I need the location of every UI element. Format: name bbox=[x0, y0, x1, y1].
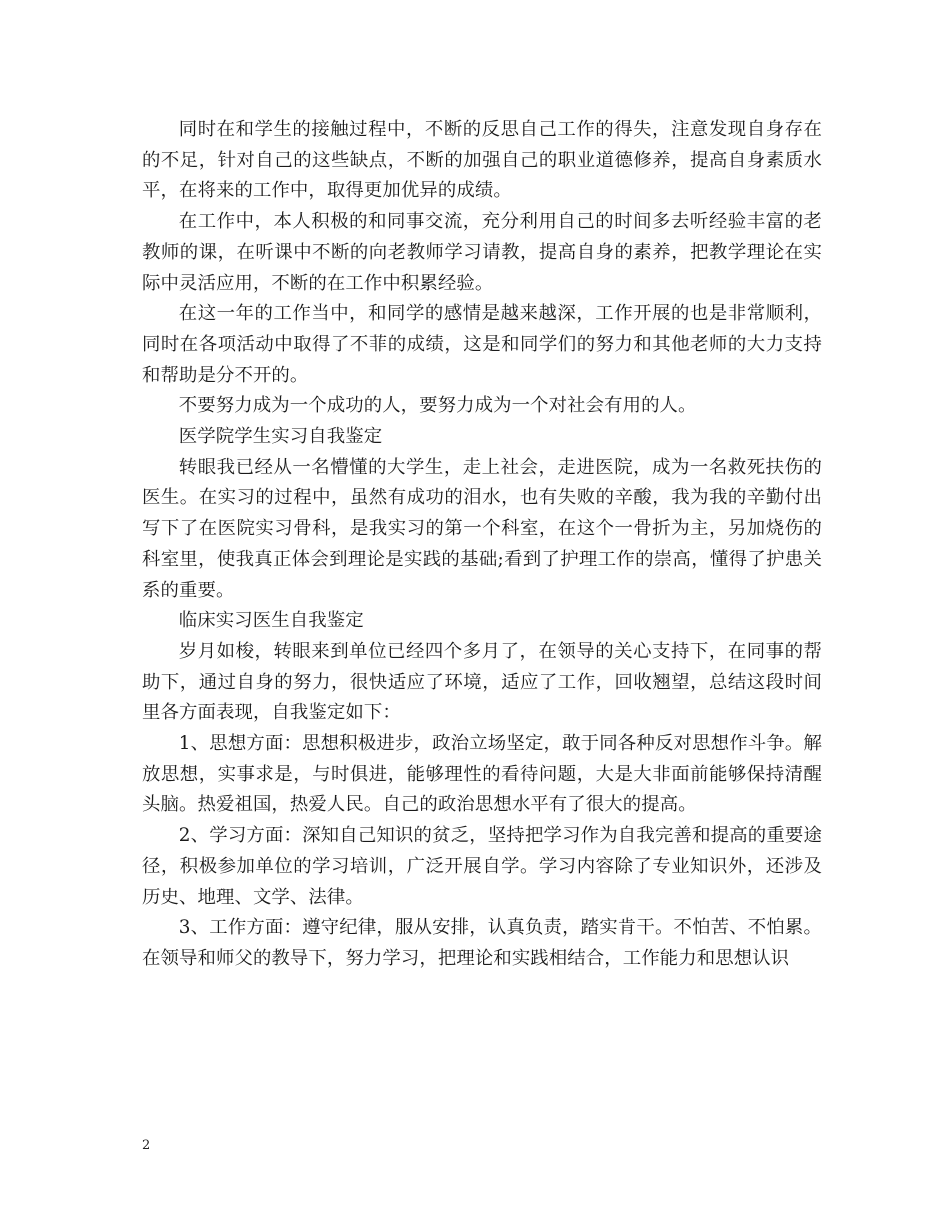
list-item-ideology: 1、思想方面：思想积极进步，政治立场坚定，敢于同各种反对思想作斗争。解放思想，实事求是，与时俱进，能够理性的看待问题，大是大非面前能够保持清醒头脑。热爱祖国，热爱人民。自己的政治思想水平有了很大的提高。 bbox=[142, 733, 822, 816]
section-heading-medical-student: 医学院学生实习自我鉴定 bbox=[178, 426, 383, 448]
list-item-study: 2、学习方面：深知自己知识的贫乏，坚持把学习作为自我完善和提高的重要途径，积极参加单位的学习培训，广泛开展自学。学习内容除了专业知识外，还涉及历史、地理、文学、法律。 bbox=[142, 825, 822, 908]
document-body bbox=[142, 115, 822, 975]
page-number: 2 bbox=[142, 1138, 151, 1153]
paragraph-colleague-exchange: 在工作中，本人积极的和同事交流，充分利用自己的时间多去听经验丰富的老教师的课，在听课中不断的向老教师学习请教，提高自身的素养，把教学理论在实际中灵活应用，不断的在工作中积累经验。 bbox=[142, 211, 822, 294]
paragraph-year-summary: 在这一年的工作当中，和同学的感情是越来越深，工作开展的也是非常顺利，同时在各项活动中取得了不菲的成绩，这是和同学们的努力和其他老师的大力支持和帮助是分不开的。 bbox=[142, 303, 822, 386]
section-heading-clinical-intern: 临床实习医生自我鉴定 bbox=[178, 610, 364, 632]
list-item-work: 3、工作方面：遵守纪律，服从安排，认真负责，踏实肯干。不怕苦、不怕累。在领导和师父的教导下，努力学习，把理论和实践相结合，工作能力和思想认识 bbox=[142, 917, 822, 969]
paragraph-intro-self-evaluation: 岁月如梭，转眼来到单位已经四个多月了，在领导的关心支持下，在同事的帮助下，通过自身的努力，很快适应了环境，适应了工作，回收翘望，总结这段时间里各方面表现，自我鉴定如下： bbox=[142, 640, 822, 724]
paragraph-motto: 不要努力成为一个成功的人，要努力成为一个对社会有用的人。 bbox=[178, 395, 697, 417]
paragraph-reflection: 同时在和学生的接触过程中，不断的反思自己工作的得失，注意发现自身存在的不足，针对自己的这些缺点，不断的加强自己的职业道德修养，提高自身素质水平，在将来的工作中，取得更加优异的成绩。 bbox=[142, 119, 822, 202]
paragraph-internship: 转眼我已经从一名懵懂的大学生，走上社会，走进医院，成为一名救死扶伤的医生。在实习的过程中，虽然有成功的泪水，也有失败的辛酸，我为我的辛勤付出写下了在医院实习骨科，是我实习的第一个科室，在这个一骨折为主，另加烧伤的科室里，使我真正体会到理论是实践的基础;看到了护理工作的崇高，懂得了护患关系的重要。 bbox=[142, 456, 822, 601]
